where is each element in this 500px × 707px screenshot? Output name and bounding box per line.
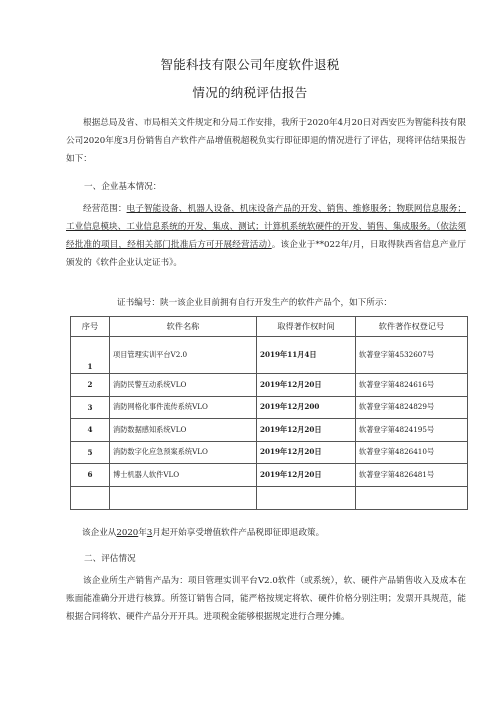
policy-pre: 该企业从: [82, 528, 117, 538]
table-row: [71, 337, 468, 374]
policy-mid: 年: [138, 528, 147, 538]
section1-heading: 一、企业基本情况：: [84, 182, 162, 192]
row-date: 2019年12月20日: [257, 464, 356, 487]
row-date: 2019年12月20日: [257, 374, 356, 397]
policy-post: 月起开始享受增值软件产品税即征即退政策。: [152, 528, 325, 538]
row-reg: 软著登字第4824195号: [356, 419, 468, 442]
table-row: [71, 396, 468, 419]
row-no: 3: [71, 396, 110, 419]
row-date: 2019年12月20日: [257, 441, 356, 464]
empty-cell: [71, 486, 110, 509]
header-reg: 软件著作权登记号: [356, 317, 468, 337]
row-reg: 软著登字第4824829号: [356, 396, 468, 419]
table-row: [71, 441, 468, 464]
table-row: [71, 374, 468, 397]
header-no: 序号: [71, 317, 110, 337]
row-no: 2: [71, 374, 110, 397]
row-date: 2019年12月200: [257, 396, 356, 419]
row-no: 1: [71, 337, 110, 374]
row-name: 消防数据感知系统VLO: [110, 419, 257, 442]
row-reg: 软著登字第4826410号: [356, 441, 468, 464]
row-name: 消防网格化事件流传系统VLO: [110, 396, 257, 419]
empty-cell: [257, 486, 356, 509]
row-name: 博士机器人软件VLO: [110, 464, 257, 487]
scope-tail: 。该企业于**022年/月，日取得陕西省信息产业厅颁发的《软件企业认定证书》。: [66, 240, 466, 268]
table-row: [71, 464, 468, 487]
row-no: 6: [71, 464, 110, 487]
row-reg: 软著登字第4824616号: [356, 374, 468, 397]
table-row-empty: [71, 486, 468, 509]
doc-title-line1: 智能科技有限公司年度软件退税: [160, 57, 340, 72]
row-no: 5: [71, 441, 110, 464]
policy-month: 3: [146, 528, 153, 538]
section2-heading: 二、评估情况: [84, 554, 136, 564]
row-name: 项目管理实训平台V2.0: [110, 337, 257, 374]
policy-year: 2020: [116, 528, 139, 538]
row-reg: 软著登字第4532607号: [356, 337, 468, 374]
row-no: 4: [71, 419, 110, 442]
empty-cell: [356, 486, 468, 509]
table-header-row: [71, 317, 468, 337]
doc-title-line2: 情况的纳税评估报告: [192, 85, 308, 100]
row-reg: 软著登字第4826481号: [356, 464, 468, 487]
header-name: 软件名称: [110, 317, 257, 337]
scope-text: 电子智能设备、机器人设备、机床设备产品的开发、销售、维修服务；物联网信息服务；工业信息模块、工业信息系统的开发、集成、测试；计算机系统软硬件的开发、销售、集成服务。（依法须经批准的项目，经相关部门批准后方可开展经营活动）: [66, 204, 466, 250]
table-row: [71, 419, 468, 442]
header-date: 取得著作权时间: [257, 317, 356, 337]
row-date: 2019年12月20日: [257, 419, 356, 442]
row-name: 消防数字化应急预案系统VLO: [110, 441, 257, 464]
evaluation-paragraph: 该企业所生产销售产品为：项目管理实训平台V2.0软件（或系统），软、硬件产品销售收入及成本在账面能准确分开进行核算。所签订销售合同，能严格按规定将软、硬件价格分别注明；发票开具规范，能根据合同将软、硬件产品分开开具。进项税金能够根据规定进行合理分摊。: [66, 576, 466, 622]
row-name: 消防民警互动系统VLO: [110, 374, 257, 397]
row-date: 2019年11月4日: [257, 337, 356, 374]
scope-label: 经营范围：: [83, 204, 127, 214]
policy-line: [70, 524, 468, 542]
empty-cell: [110, 486, 257, 509]
scope-paragraph: [66, 200, 466, 272]
intro-paragraph: 根据总局及省、市局相关文件规定和分局工作安排，我所于2020年4月20日对西安匹为智能科技有限公司2020年度3月份销售自产软件产品增值税超税负实行即征即退的情况进行了评估，现将评估结果报告如下：: [66, 118, 466, 164]
software-table: [70, 316, 468, 510]
cert-line: 证书编号：陕一该企业目前拥有自行开发生产的软件产品个，如下所示：: [117, 298, 393, 308]
